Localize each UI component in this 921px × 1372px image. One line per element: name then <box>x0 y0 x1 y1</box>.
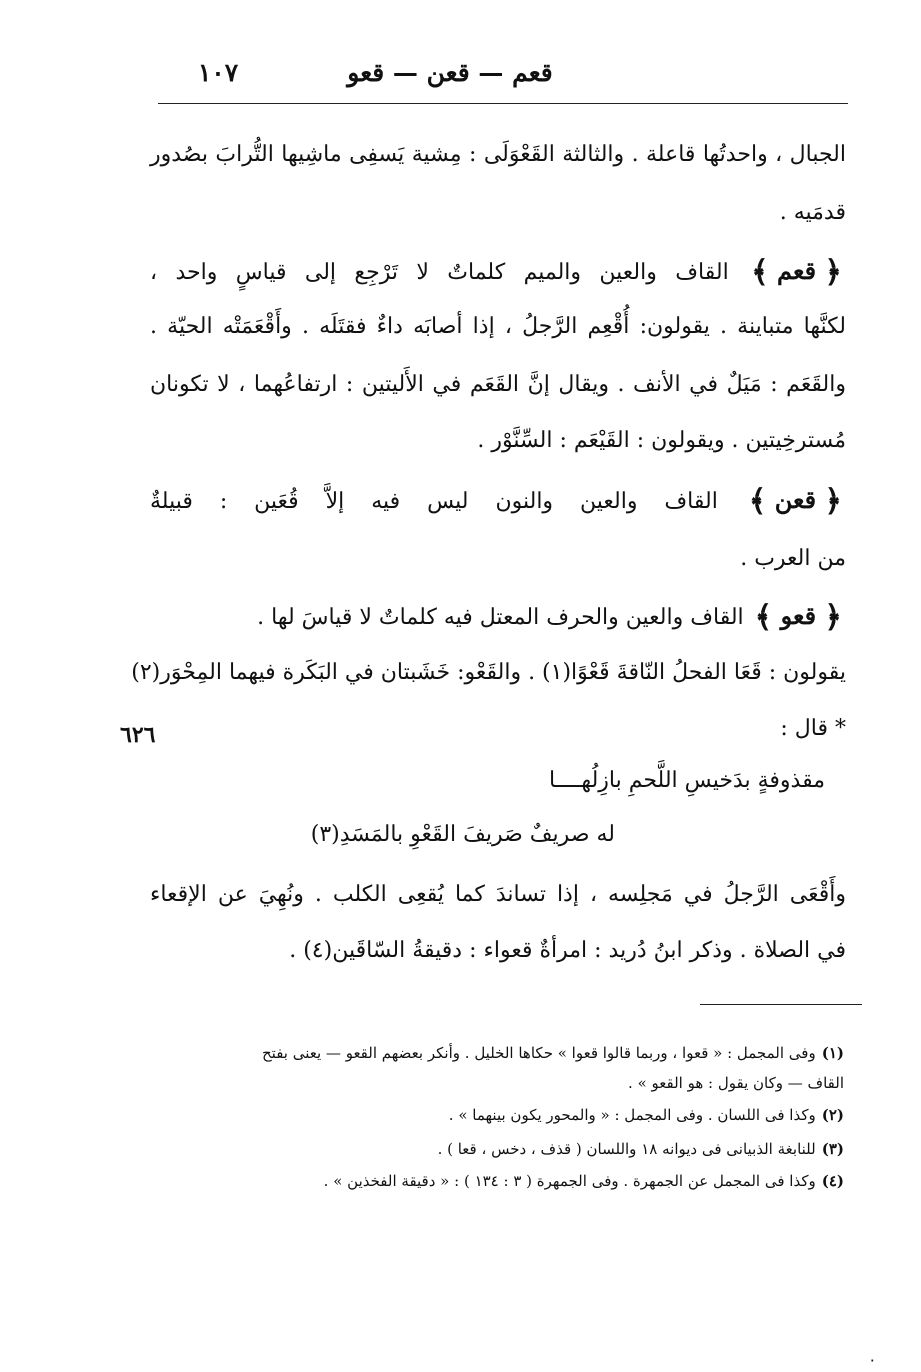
body-line: وأَقْعَى الرَّجلُ في مَجلِسه ، إذا تساندَ كما يُقعِى الكلب . ونُهِيَ عن الإقعاء <box>150 882 846 907</box>
ornate-bracket-close-icon: ﴾ <box>754 600 773 635</box>
footnote: (١)وفى المجمل : « قعوا ، وربما قالوا قعوا » حكاها الخليل . وأنكر بعضهم القعو — يعنى بفتح <box>261 1044 844 1062</box>
ornate-bracket-close-icon: ﴾ <box>751 255 769 290</box>
entry-qaam-line1 <box>150 255 846 291</box>
body-line: في الصلاة . وذكر ابنُ دُريد : امرأةٌ قعواء : دقيقةُ السّاقَين(٤) . <box>289 938 846 963</box>
footnote: (٤)وكذا فى المجمل عن الجمهرة . وفى الجمهرة ( ٣ : ١٣٤ ) : « دقيقة الفخذين » . <box>323 1172 844 1190</box>
ornate-bracket-open-icon: ﴿ <box>824 255 842 290</box>
entry-headword: ﴿ قعم ﴾ <box>751 255 842 290</box>
running-header-title: قعم — قعن — قعو <box>347 58 553 87</box>
body-line: الجبال ، واحدتُها قاعلة . والثالثة القَعْوَلَى : مِشية يَسفِى ماشِيها التُّرابَ بصُدور <box>150 142 846 167</box>
body-line: والقَعَم : مَيَلٌ في الأنف . ويقال إنَّ القَعَم في الأَليتين : ارتفاعُهما ، لا تكونان <box>150 372 846 397</box>
page-number: ١٠٧ <box>197 58 239 87</box>
margin-page-reference: ٦٢٦ <box>120 722 156 748</box>
ornate-bracket-open-icon: ﴿ <box>824 484 842 519</box>
body-line: من العرب . <box>740 546 846 571</box>
corner-mark: ٠ <box>868 1350 877 1369</box>
body-line: قدمَيه . <box>779 200 846 225</box>
entry-qaw-line1 <box>150 600 846 636</box>
entry-text: القاف والعين والميم كلماتٌ لا تَرْجِع إلى قياسٍ واحد ، <box>150 260 729 285</box>
footnote: (٣)للنابغة الذبيانى فى ديوانه ١٨ واللسان ( قذف ، دخس ، قعا ) . <box>437 1140 844 1158</box>
entry-text: القاف والعين والحرف المعتل فيه كلماتٌ لا قياسَ لها . <box>257 605 744 630</box>
body-line: يقولون : قَعَا الفحلُ النّاقةَ قَعْوًا(١) . والقَعْو: خَشَبتان في البَكَرة فيهما المِحْوَر(٢) <box>131 660 846 685</box>
verse-line: له صريفٌ صَريفَ القَعْوِ بالمَسَدِ(٣) <box>310 822 615 847</box>
entry-qaan-line1 <box>150 484 846 520</box>
footnote: القاف — وكان يقول : هو القعو » . <box>628 1074 844 1092</box>
header-rule <box>158 103 848 104</box>
footnote-rule <box>700 1004 862 1005</box>
ornate-bracket-close-icon: ﴾ <box>748 484 767 519</box>
ornate-bracket-open-icon: ﴿ <box>824 600 842 635</box>
entry-headword: ﴿ قعن ﴾ <box>748 484 842 519</box>
footnote: (٢)وكذا فى اللسان . وفى المجمل : « والمحور يكون بينهما » . <box>448 1106 844 1124</box>
body-line: مُسترخِيتين . ويقولون : القَيْعَم : السِّنَّوْر . <box>477 428 846 453</box>
entry-headword: ﴿ قعو ﴾ <box>754 600 842 635</box>
verse-line: مقذوفةٍ بدَخيسِ اللَّحمِ بازِلُهــــا <box>548 768 825 793</box>
body-line: * قال : <box>780 716 846 741</box>
body-line: لكنَّها متباينة . يقولون: أُقْعِم الرَّجلُ ، إذا أصابَه داءٌ فقتَلَه . وأَقْعَمَتْه الحيّة . <box>150 314 846 339</box>
entry-text: القاف والعين والنون ليس فيه إلاَّ قُعَين : قبيلةٌ <box>150 489 718 514</box>
